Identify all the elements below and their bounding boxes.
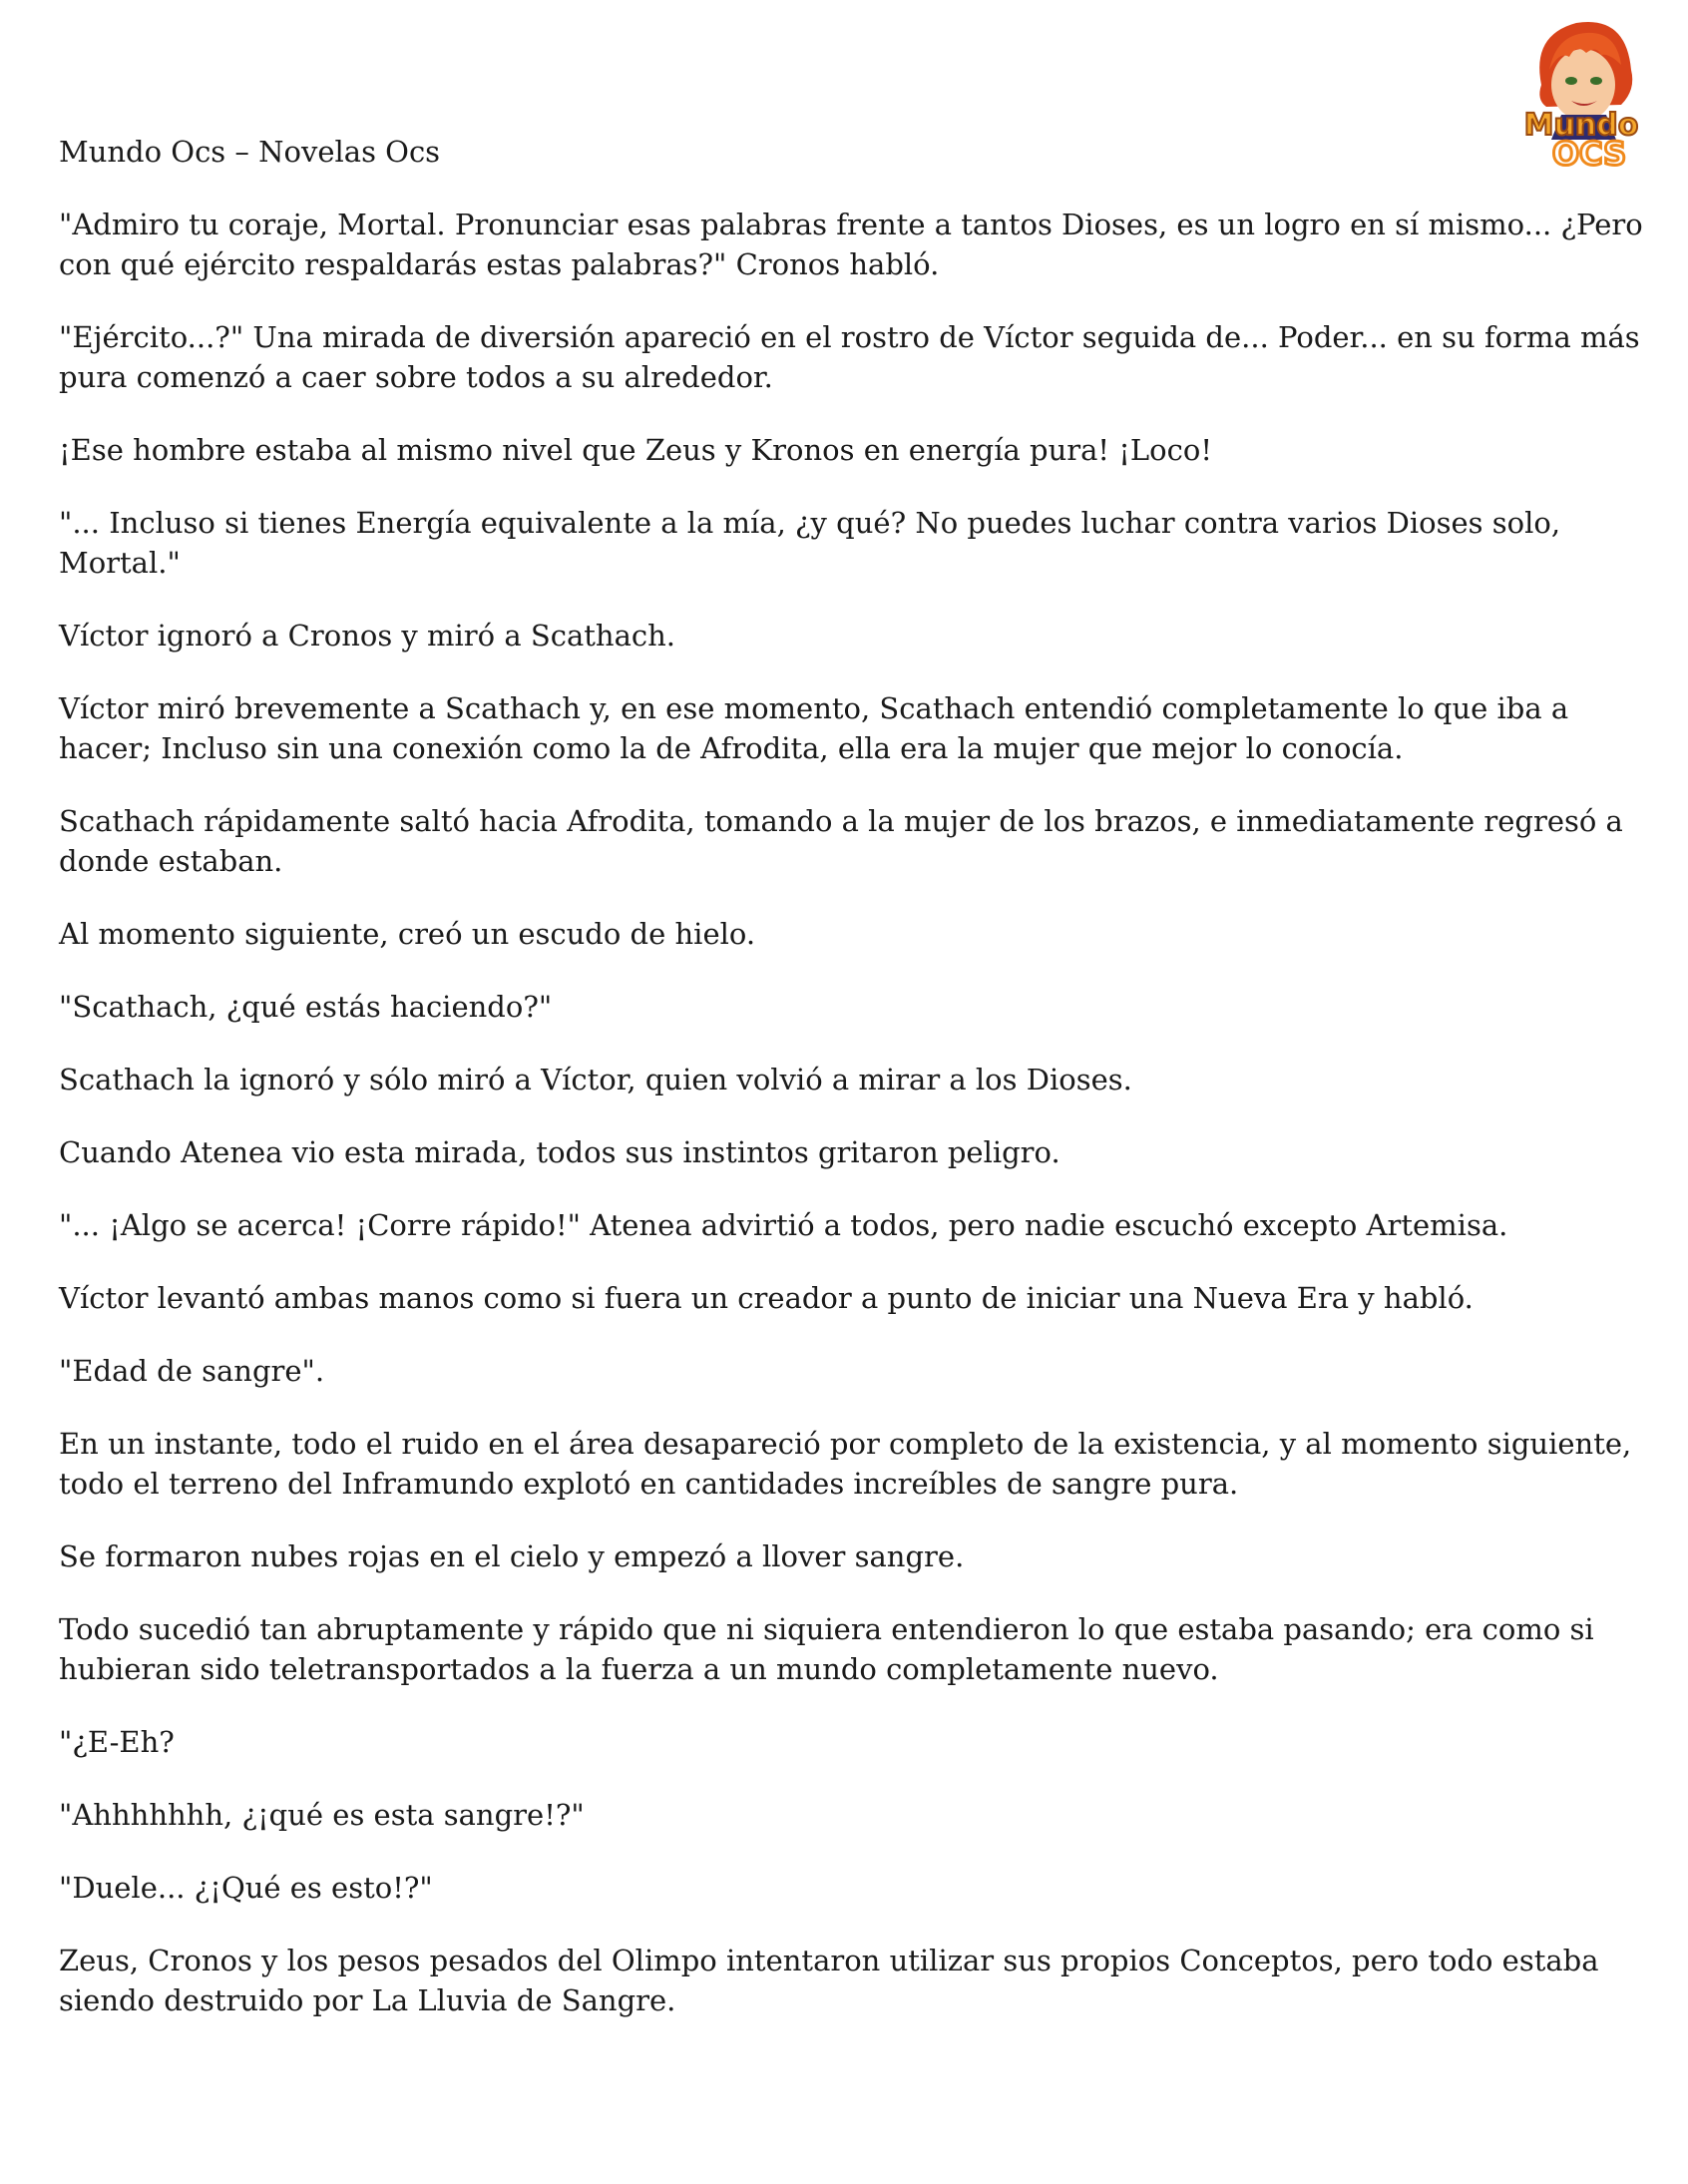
paragraph: Se formaron nubes rojas en el cielo y empezó a llover sangre. <box>59 1539 965 1573</box>
paragraph: "Scathach, ¿qué estás haciendo?" <box>59 990 553 1024</box>
logo-text-ocs: OCS <box>1551 135 1627 173</box>
paragraph: "Edad de sangre". <box>59 1354 325 1388</box>
document-header: Mundo Ocs – Novelas Ocs <box>59 135 441 169</box>
mundo-ocs-logo <box>1501 15 1661 175</box>
logo-text-mundo: Mundo <box>1523 108 1639 143</box>
paragraph: Zeus, Cronos y los pesos pesados del Olimpo intentaron utilizar sus propios Conceptos, pero todo estaba siendo destruido por La Lluvia de Sangre. <box>59 1944 1599 2017</box>
paragraph: "... ¡Algo se acerca! ¡Corre rápido!" Atenea advirtió a todos, pero nadie escuchó excepto Artemisa. <box>59 1208 1508 1242</box>
paragraph: "Admiro tu coraje, Mortal. Pronunciar esas palabras frente a tantos Dioses, es un logro en sí mismo... ¿Pero con qué ejército respaldarás estas palabras?" Cronos habló. <box>59 208 1643 281</box>
paragraph: Al momento siguiente, creó un escudo de hielo. <box>59 917 756 951</box>
paragraph: Scathach rápidamente saltó hacia Afrodita, tomando a la mujer de los brazos, e inmediatamente regresó a donde estaban. <box>59 804 1623 878</box>
paragraph: Víctor miró brevemente a Scathach y, en ese momento, Scathach entendió completamente lo que iba a hacer; Incluso sin una conexión como la de Afrodita, ella era la mujer que mejor lo conocía. <box>59 691 1569 765</box>
paragraph: "Ahhhhhhh, ¿¡qué es esta sangre!?" <box>59 1798 585 1832</box>
paragraph: En un instante, todo el ruido en el área desapareció por completo de la existencia, y al momento siguiente, todo el terreno del Inframundo explotó en cantidades increíbles de sangre pura. <box>59 1427 1632 1501</box>
paragraph: "Duele... ¿¡Qué es esto!?" <box>59 1871 433 1905</box>
paragraph: Víctor levantó ambas manos como si fuera un creador a punto de iniciar una Nueva Era y habló. <box>59 1281 1474 1315</box>
paragraph: "Ejército...?" Una mirada de diversión apareció en el rostro de Víctor seguida de... Poder... en su forma más pura comenzó a caer sobre todos a su alrededor. <box>59 320 1640 394</box>
paragraph: Cuando Atenea vio esta mirada, todos sus instintos gritaron peligro. <box>59 1135 1060 1169</box>
paragraph: Víctor ignoró a Cronos y miró a Scathach. <box>59 619 676 653</box>
paragraph: Todo sucedió tan abruptamente y rápido que ni siquiera entendieron lo que estaba pasando; era como si hubieran sido teletransportados a la fuerza a un mundo completamente nuevo. <box>59 1612 1594 1686</box>
paragraph: "¿E-Eh? <box>59 1725 175 1759</box>
paragraph: Scathach la ignoró y sólo miró a Víctor, quien volvió a mirar a los Dioses. <box>59 1063 1132 1096</box>
document-body <box>59 205 1645 2053</box>
paragraph: "... Incluso si tienes Energía equivalente a la mía, ¿y qué? No puedes luchar contra varios Dioses solo, Mortal." <box>59 506 1561 580</box>
paragraph: ¡Ese hombre estaba al mismo nivel que Zeus y Kronos en energía pura! ¡Loco! <box>59 433 1212 467</box>
